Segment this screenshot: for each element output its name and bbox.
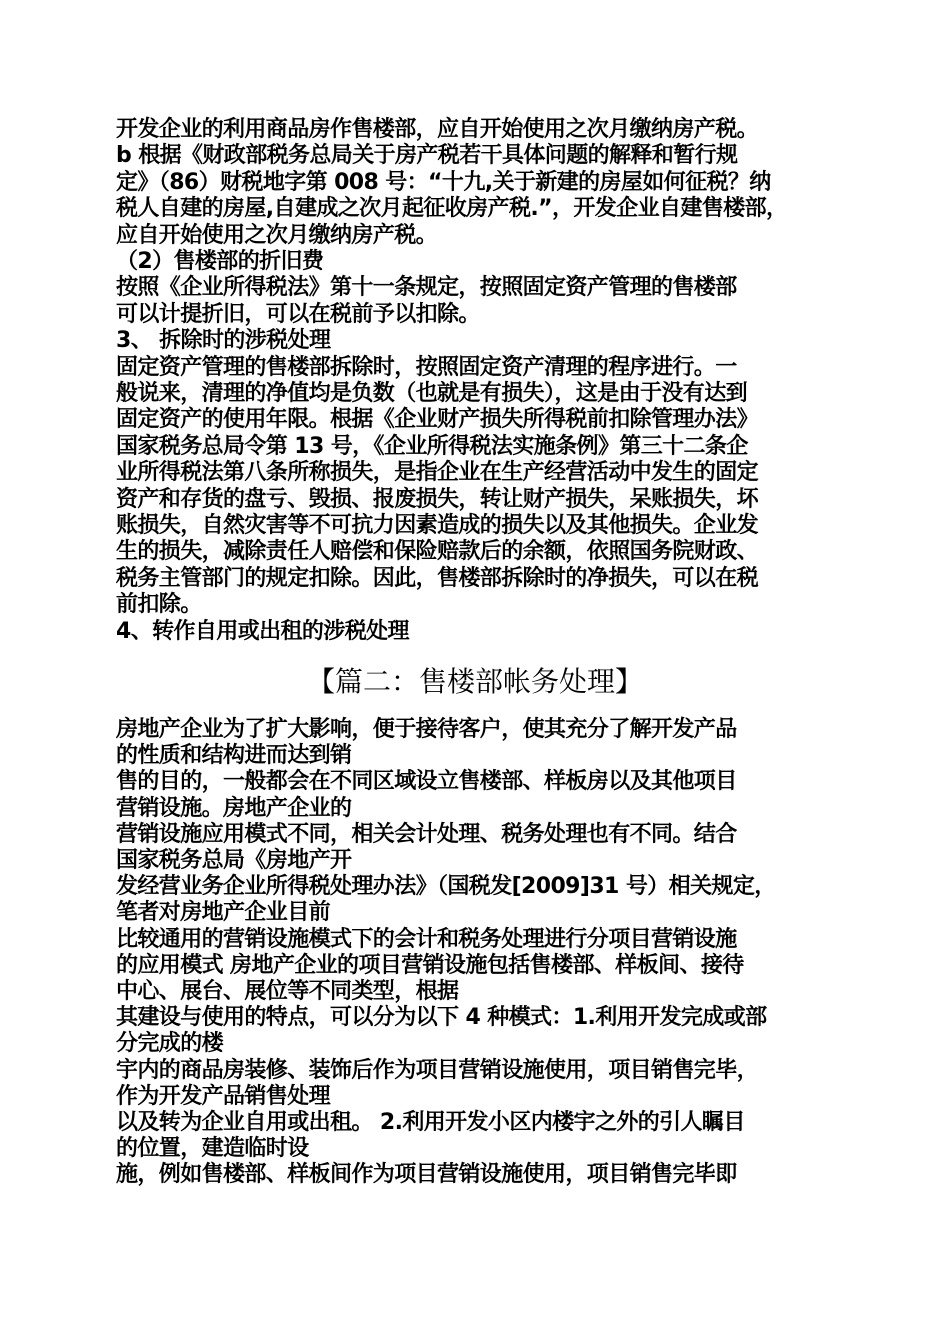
text-line: 分完成的楼 — [116, 1031, 224, 1057]
text-line: 可以计提折旧，可以在税前予以扣除。 — [116, 301, 480, 327]
text-line: 国家税务总局《房地产开 — [116, 848, 352, 873]
section-heading: 【篇二：售楼部帐务处理】 — [306, 665, 643, 698]
text-line: 税务主管部门的规定扣除。因此，售楼部拆除时的净损失，可以在税 — [116, 565, 759, 591]
text-line: 作为开发产品销售处理 — [116, 1083, 331, 1109]
text-line: 前扣除。 — [116, 592, 202, 618]
text-line: 固定资产的使用年限。根据《企业财产损失所得税前扣除管理办法》 — [116, 407, 759, 433]
text-line: 宇内的商品房装修、装饰后作为项目营销设施使用，项目销售完毕， — [116, 1057, 759, 1083]
text-line: 营销设施应用模式不同，相关会计处理、税务处理也有不同。结合 — [116, 821, 737, 847]
text-line: 发经营业务企业所得税处理办法》（国税发[2009]31 号）相关规定， — [116, 874, 776, 900]
text-line: 售的目的，一般都会在不同区域设立售楼部、样板房以及其他项目 — [116, 769, 737, 795]
text-line: 的应用模式 房地产企业的项目营销设施包括售楼部、样板间、接待 — [116, 952, 744, 978]
text-line: 3、 拆除时的涉税处理 — [116, 328, 331, 354]
text-line: b 根据《财政部税务总局关于房产税若干具体问题的解释和暂行规 — [116, 143, 738, 169]
text-line: 笔者对房地产企业目前 — [116, 900, 331, 926]
text-line: 的位置，建造临时设 — [116, 1136, 309, 1162]
text-line: 开发企业的利用商品房作售楼部，应自开始使用之次月缴纳房产税。 — [116, 117, 759, 142]
text-line: 应自开始使用之次月缴纳房产税。 — [116, 222, 438, 248]
text-line: （2）售楼部的折旧费 — [116, 249, 324, 274]
text-line: 中心、展台、展位等不同类型，根据 — [116, 979, 459, 1004]
text-line: 房地产企业为了扩大影响，便于接待客户，使其充分了解开发产品 — [116, 717, 737, 742]
text-line: 4、转作自用或出租的涉税处理 — [116, 618, 409, 644]
text-line: 税人自建的房屋,自建成之次月起征收房产税.”，开发企业自建售楼部， — [116, 196, 788, 222]
text-line: 资产和存货的盘亏、毁损、报废损失，转让财产损失，呆账损失，坏 — [116, 486, 759, 512]
text-line: 生的损失，减除责任人赔偿和保险赔款后的余额，依照国务院财政、 — [116, 539, 759, 565]
text-line: 定》（86）财税地字第 008 号：“十九,关于新建的房屋如何征税？纳 — [116, 169, 771, 195]
text-line: 营销设施。房地产企业的 — [116, 795, 352, 821]
text-line: 其建设与使用的特点，可以分为以下 4 种模式：1.利用开发完成或部 — [116, 1005, 767, 1031]
text-line: 业所得税法第八条所称损失，是指企业在生产经营活动中发生的固定 — [116, 460, 759, 486]
text-line: 以及转为企业自用或出租。 2.利用开发小区内楼宇之外的引人瞩目 — [116, 1110, 745, 1135]
text-line: 的性质和结构进而达到销 — [116, 743, 352, 769]
text-line: 账损失，自然灾害等不可抗力因素造成的损失以及其他损失。企业发 — [116, 513, 759, 538]
text-line: 施，例如售楼部、样板间作为项目营销设施使用，项目销售完毕即 — [116, 1162, 737, 1188]
text-line: 固定资产管理的售楼部拆除时，按照固定资产清理的程序进行。一 — [116, 354, 737, 380]
text-line: 比较通用的营销设施模式下的会计和税务处理进行分项目营销设施 — [116, 926, 737, 952]
text-line: 般说来，清理的净值均是负数（也就是有损失），这是由于没有达到 — [116, 381, 748, 406]
text-line: 国家税务总局令第 13 号，《企业所得税法实施条例》第三十二条企 — [116, 433, 748, 459]
text-line: 按照《企业所得税法》第十一条规定，按照固定资产管理的售楼部 — [116, 275, 737, 301]
